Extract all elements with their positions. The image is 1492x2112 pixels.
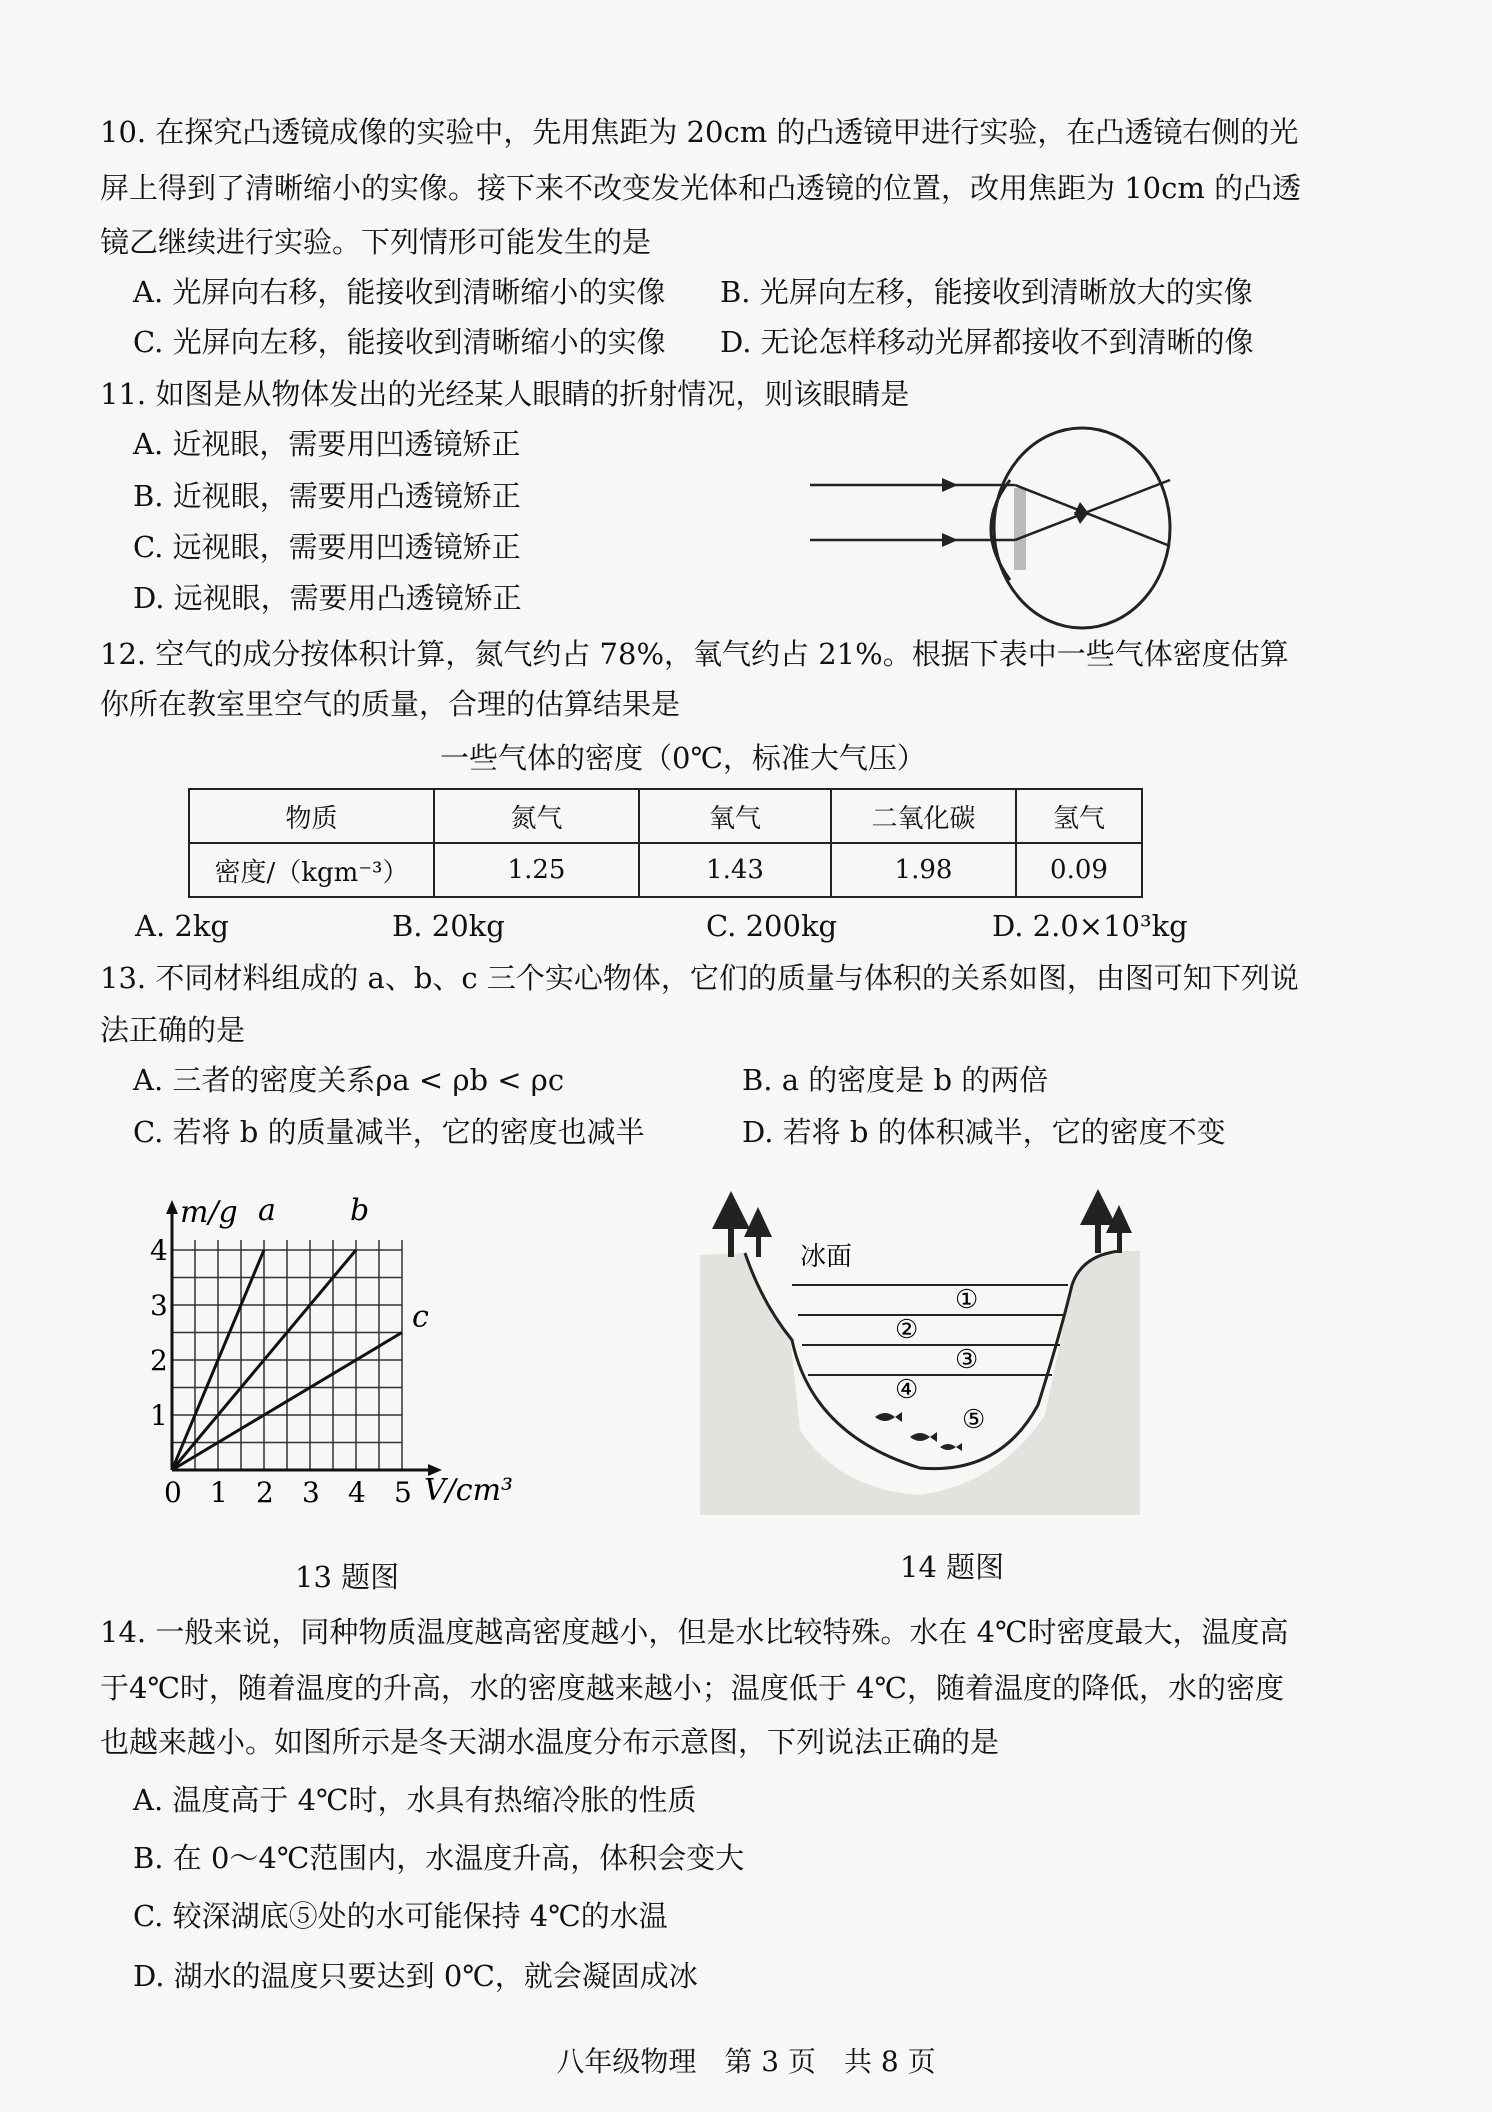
table-cell: 0.09: [1016, 843, 1142, 897]
q11-stem: 11. 如图是从物体发出的光经某人眼睛的折射情况，则该眼睛是: [100, 377, 910, 411]
q12-stem-line-1: 12. 空气的成分按体积计算，氮气约占 78%，氧气约占 21%。根据下表中一些气体密度估算: [100, 637, 1289, 671]
table-cell: 1.25: [434, 843, 639, 897]
table-header-cell: 氢气: [1016, 789, 1142, 843]
q10-stem-line-1: 10. 在探究凸透镜成像的实验中，先用焦距为 20cm 的凸透镜甲进行实验，在凸透镜右侧的光: [100, 115, 1299, 149]
layer-marker-3: ③: [955, 1345, 979, 1375]
lake-ground: [700, 1251, 1140, 1515]
lake-diagram: [700, 1185, 1140, 1515]
ice-surface-label: 冰面: [800, 1242, 853, 1272]
density-table: [188, 788, 1143, 898]
table-header-cell: 二氧化碳: [831, 789, 1016, 843]
series-label-b: b: [350, 1193, 370, 1228]
q12-option-b: B. 20kg: [392, 909, 505, 943]
q14-option-d: D. 湖水的温度只要达到 0℃，就会凝固成冰: [133, 1959, 698, 1993]
q13-option-b: B. a 的密度是 b 的两倍: [742, 1063, 1049, 1097]
q12-option-a: A. 2kg: [135, 909, 229, 943]
series-label-c: c: [412, 1299, 429, 1335]
layer-marker-4: ④: [895, 1375, 919, 1405]
tree-icon: [1080, 1189, 1132, 1253]
table-cell: 密度/（kgm⁻³）: [189, 843, 434, 897]
y-tick-label: 2: [150, 1344, 168, 1377]
density-table-title: 一些气体的密度（0℃，标准大气压）: [440, 741, 926, 775]
page-footer: 八年级物理 第 3 页 共 8 页: [556, 2045, 936, 2078]
q10-stem-line-2: 屏上得到了清晰缩小的实像。接下来不改变发光体和凸透镜的位置，改用焦距为 10cm 的凸透: [100, 171, 1302, 205]
mass-volume-chart: [150, 1165, 630, 1545]
series-label-a: a: [258, 1193, 276, 1228]
x-tick-label: 4: [348, 1476, 366, 1509]
q12-option-d: D. 2.0×10³kg: [992, 909, 1188, 943]
tree-icon: [712, 1191, 772, 1257]
x-axis-label: V/cm³: [424, 1473, 514, 1508]
table-row: [189, 843, 1142, 897]
layer-marker-1: ①: [955, 1285, 979, 1315]
fish-icon: [875, 1412, 902, 1422]
x-tick-label: 2: [256, 1476, 274, 1509]
table-header-cell: 物质: [189, 789, 434, 843]
q11-option-b: B. 近视眼，需要用凸透镜矫正: [133, 479, 521, 513]
q11-option-d: D. 远视眼，需要用凸透镜矫正: [133, 581, 522, 615]
layer-marker-2: ②: [895, 1315, 919, 1345]
q10-option-b: B. 光屏向左移，能接收到清晰放大的实像: [720, 275, 1253, 309]
q12-option-c: C. 200kg: [706, 909, 838, 943]
q10-stem-line-3: 镜乙继续进行实验。下列情形可能发生的是: [100, 225, 652, 259]
y-tick-label: 4: [150, 1234, 168, 1267]
lens: [1014, 488, 1026, 570]
y-tick-label: 1: [150, 1399, 168, 1432]
q14-option-c: C. 较深湖底⑤处的水可能保持 4℃的水温: [133, 1899, 668, 1933]
table-header-cell: 氮气: [434, 789, 639, 843]
q10-option-c: C. 光屏向左移，能接收到清晰缩小的实像: [133, 325, 666, 359]
q13-stem-line-2: 法正确的是: [100, 1013, 246, 1047]
q11-option-c: C. 远视眼，需要用凹透镜矫正: [133, 530, 521, 564]
light-ray-top-refracted: [1015, 485, 1170, 546]
q13-option-c: C. 若将 b 的质量减半，它的密度也减半: [133, 1115, 645, 1149]
y-axis-label: m/g: [180, 1195, 238, 1230]
arrowhead-bottom-incident: [942, 533, 958, 547]
q13-option-a: A. 三者的密度关系ρa < ρb < ρc: [133, 1063, 565, 1097]
q14-option-a: A. 温度高于 4℃时，水具有热缩冷胀的性质: [133, 1783, 697, 1817]
q14-figure-caption: 14 题图: [900, 1550, 1005, 1584]
eye-diagram: [800, 420, 1180, 640]
light-ray-bottom-refracted: [1015, 480, 1170, 540]
x-tick-label: 1: [210, 1476, 228, 1509]
q10-option-a: A. 光屏向右移，能接收到清晰缩小的实像: [133, 275, 666, 309]
table-cell: 1.98: [831, 843, 1016, 897]
q14-option-b: B. 在 0～4℃范围内，水温度升高，体积会变大: [133, 1841, 745, 1875]
y-axis-arrow: [166, 1200, 178, 1214]
y-tick-label: 3: [150, 1289, 168, 1322]
q12-stem-line-2: 你所在教室里空气的质量，合理的估算结果是: [100, 687, 681, 721]
layer-marker-5: ⑤: [962, 1405, 986, 1435]
q13-figure-caption: 13 题图: [295, 1560, 400, 1594]
fish-icon: [910, 1432, 937, 1442]
q10-option-d: D. 无论怎样移动光屏都接收不到清晰的像: [720, 325, 1254, 359]
table-header-row: [189, 789, 1142, 843]
x-tick-label: 5: [394, 1476, 412, 1509]
x-tick-label: 3: [302, 1476, 320, 1509]
q13-option-d: D. 若将 b 的体积减半，它的密度不变: [742, 1115, 1226, 1149]
arrowhead-top-incident: [942, 478, 958, 492]
table-cell: 1.43: [639, 843, 831, 897]
q14-stem-line-1: 14. 一般来说，同种物质温度越高密度越小，但是水比较特殊。水在 4℃时密度最大，温度高: [100, 1615, 1289, 1649]
x-tick-label: 0: [164, 1476, 182, 1509]
fish-icon: [940, 1443, 962, 1451]
table-header-cell: 氧气: [639, 789, 831, 843]
q13-stem-line-1: 13. 不同材料组成的 a、b、c 三个实心物体，它们的质量与体积的关系如图，由图可知下列说: [100, 961, 1299, 995]
q14-stem-line-2: 于4℃时，随着温度的升高，水的密度越来越小；温度低于 4℃，随着温度的降低，水的密度: [100, 1671, 1285, 1705]
q14-stem-line-3: 也越来越小。如图所示是冬天湖水温度分布示意图，下列说法正确的是: [100, 1725, 1000, 1759]
q11-option-a: A. 近视眼，需要用凹透镜矫正: [133, 427, 521, 461]
